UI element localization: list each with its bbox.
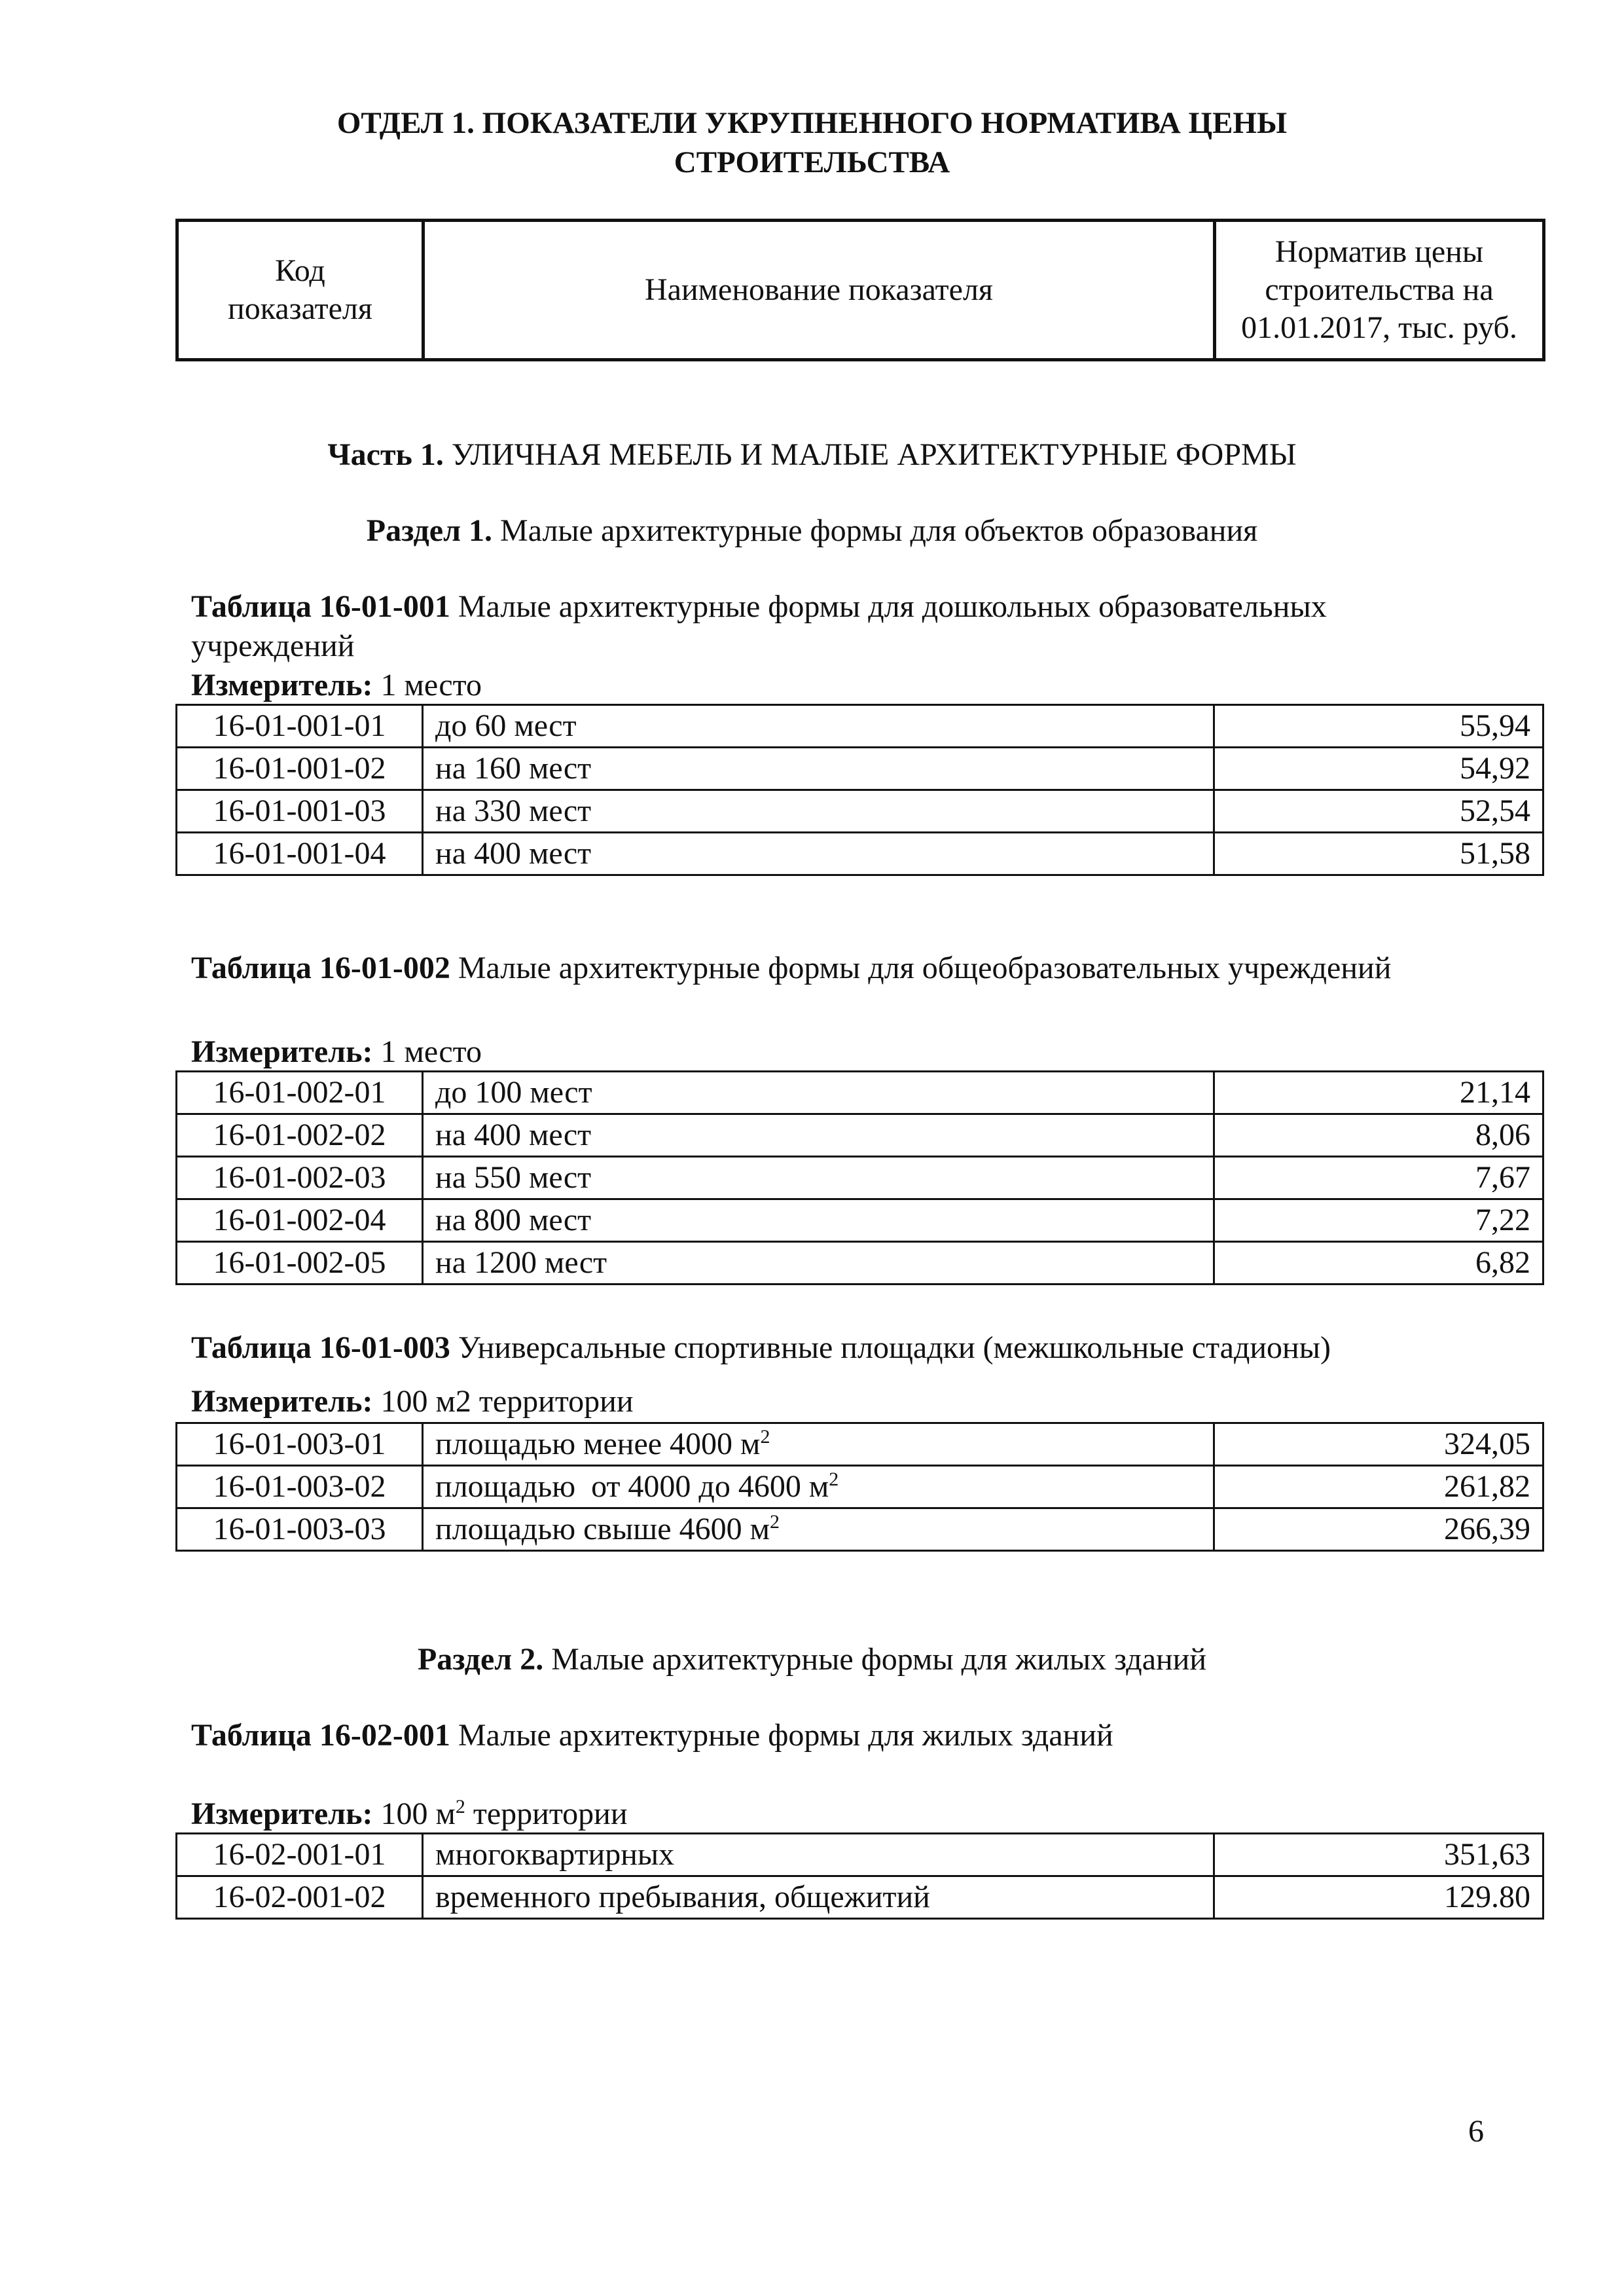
row-value: 261,82 (1214, 1466, 1543, 1508)
table-1-meter-value: 1 место (380, 668, 482, 702)
row-name-text: площадью от 4000 до 4600 м (435, 1469, 829, 1504)
table-1-caption (191, 588, 1327, 626)
table-1-caption-line-2: учреждений (191, 629, 355, 663)
page-number: 6 (1468, 2114, 1484, 2149)
table-16-02-001 (175, 1832, 1544, 1920)
table-row (177, 1072, 1543, 1114)
section-2-heading (0, 1641, 1624, 1679)
table-row (177, 790, 1543, 833)
table-2-caption-text: Малые архитектурные формы для общеобразовательных учреждений (458, 951, 1392, 985)
table-16-01-002 (175, 1070, 1544, 1285)
row-name-text: площадью свыше 4600 м (435, 1512, 770, 1546)
row-name (423, 1466, 1214, 1508)
header-name-cell: Наименование показателя (424, 221, 1215, 360)
row-code: 16-02-001-01 (177, 1834, 423, 1876)
row-code: 16-01-002-01 (177, 1072, 423, 1114)
table-4-meter-superscript: 2 (455, 1796, 465, 1817)
table-row (177, 1466, 1543, 1508)
table-1-caption-text: Малые архитектурные формы для дошкольных образовательных (458, 589, 1327, 624)
table-3-caption-label: Таблица 16-01-003 (191, 1330, 450, 1365)
table-row (177, 705, 1543, 748)
row-code: 16-01-001-04 (177, 833, 423, 875)
row-name: до 100 мест (423, 1072, 1214, 1114)
table-row (177, 1423, 1543, 1466)
row-code: 16-01-003-01 (177, 1423, 423, 1466)
table-1-meter (191, 666, 482, 704)
table-4-caption (191, 1717, 1113, 1755)
table-16-01-003 (175, 1422, 1544, 1552)
table-2-meter (191, 1033, 482, 1071)
header-price-line-1: Норматив цены (1274, 234, 1484, 269)
header-code-line-1: Код (275, 253, 325, 288)
row-code: 16-01-003-03 (177, 1508, 423, 1551)
document-title (0, 103, 1624, 182)
table-3-meter-label: Измеритель: (191, 1384, 373, 1419)
row-value: 51,58 (1214, 833, 1543, 875)
row-value: 54,92 (1214, 748, 1543, 790)
header-price-line-2: строительства на (1265, 272, 1494, 307)
row-name-superscript: 2 (760, 1426, 770, 1448)
table-row (177, 1834, 1543, 1876)
row-code: 16-01-001-02 (177, 748, 423, 790)
row-name-text: площадью менее 4000 м (435, 1427, 761, 1461)
document-title-line-1: ОТДЕЛ 1. ПОКАЗАТЕЛИ УКРУПНЕННОГО НОРМАТИВА ЦЕНЫ (336, 106, 1288, 140)
table-row (177, 1242, 1543, 1285)
row-value: 266,39 (1214, 1508, 1543, 1551)
row-code: 16-01-002-02 (177, 1114, 423, 1157)
row-name (423, 1423, 1214, 1466)
table-row (177, 1114, 1543, 1157)
row-value: 52,54 (1214, 790, 1543, 833)
section-2-label: Раздел 2. (417, 1642, 544, 1677)
row-code: 16-01-002-04 (177, 1199, 423, 1242)
section-1-label: Раздел 1. (366, 513, 493, 548)
part-heading-label: Часть 1. (327, 437, 444, 472)
table-row (177, 833, 1543, 875)
table-2-meter-label: Измеритель: (191, 1034, 373, 1069)
document-title-line-2: СТРОИТЕЛЬСТВА (674, 145, 950, 179)
table-2-caption-label: Таблица 16-01-002 (191, 951, 450, 985)
row-value: 7,67 (1214, 1157, 1543, 1199)
table-2-meter-value: 1 место (380, 1034, 482, 1069)
row-name: на 800 мест (423, 1199, 1214, 1242)
table-row (177, 748, 1543, 790)
row-value: 8,06 (1214, 1114, 1543, 1157)
header-price-line-3: 01.01.2017, тыс. руб. (1241, 310, 1517, 345)
row-name: на 330 мест (423, 790, 1214, 833)
header-code-cell (177, 221, 424, 360)
row-code: 16-01-002-05 (177, 1242, 423, 1285)
row-value: 324,05 (1214, 1423, 1543, 1466)
table-3-caption (191, 1329, 1331, 1367)
row-name: до 60 мест (423, 705, 1214, 748)
row-name: временного пребывания, общежитий (423, 1876, 1214, 1919)
row-name: на 550 мест (423, 1157, 1214, 1199)
row-code: 16-01-002-03 (177, 1157, 423, 1199)
row-value: 6,82 (1214, 1242, 1543, 1285)
row-name: на 400 мест (423, 1114, 1214, 1157)
row-value: 21,14 (1214, 1072, 1543, 1114)
row-name: на 160 мест (423, 748, 1214, 790)
table-row (177, 1876, 1543, 1919)
part-heading-text: УЛИЧНАЯ МЕБЕЛЬ И МАЛЫЕ АРХИТЕКТУРНЫЕ ФОРМЫ (451, 437, 1297, 472)
header-price-cell (1215, 221, 1544, 360)
table-4-caption-label: Таблица 16-02-001 (191, 1718, 450, 1753)
row-name-superscript: 2 (769, 1511, 780, 1533)
row-code: 16-01-001-03 (177, 790, 423, 833)
row-value: 7,22 (1214, 1199, 1543, 1242)
table-row (177, 1157, 1543, 1199)
table-4-meter (191, 1795, 628, 1833)
table-4-meter-label: Измеритель: (191, 1796, 373, 1831)
row-name: на 400 мест (423, 833, 1214, 875)
table-row (177, 1508, 1543, 1551)
row-value: 129.80 (1214, 1876, 1543, 1919)
table-2-caption (191, 949, 1391, 987)
table-4-meter-value: 100 м (380, 1796, 456, 1831)
table-4-meter-unit: территории (465, 1796, 628, 1831)
table-row (177, 1199, 1543, 1242)
table-1-caption-label: Таблица 16-01-001 (191, 589, 450, 624)
header-code-line-2: показателя (228, 291, 372, 326)
table-3-caption-text: Универсальные спортивные площадки (межшкольные стадионы) (458, 1330, 1331, 1365)
row-name (423, 1508, 1214, 1551)
section-1-heading (0, 512, 1624, 550)
row-value: 55,94 (1214, 705, 1543, 748)
row-name: многоквартирных (423, 1834, 1214, 1876)
table-1-meter-label: Измеритель: (191, 668, 373, 702)
table-3-meter-value: 100 м2 территории (380, 1384, 634, 1419)
row-code: 16-01-003-02 (177, 1466, 423, 1508)
row-name: на 1200 мест (423, 1242, 1214, 1285)
row-code: 16-02-001-02 (177, 1876, 423, 1919)
row-value: 351,63 (1214, 1834, 1543, 1876)
table-3-meter (191, 1383, 634, 1421)
header-table (175, 219, 1545, 361)
row-name-superscript: 2 (829, 1468, 839, 1490)
section-2-text: Малые архитектурные формы для жилых зданий (551, 1642, 1207, 1677)
part-heading (0, 436, 1624, 474)
table-16-01-001 (175, 704, 1544, 876)
table-4-caption-text: Малые архитектурные формы для жилых зданий (458, 1718, 1113, 1753)
row-code: 16-01-001-01 (177, 705, 423, 748)
section-1-text: Малые архитектурные формы для объектов образования (500, 513, 1258, 548)
